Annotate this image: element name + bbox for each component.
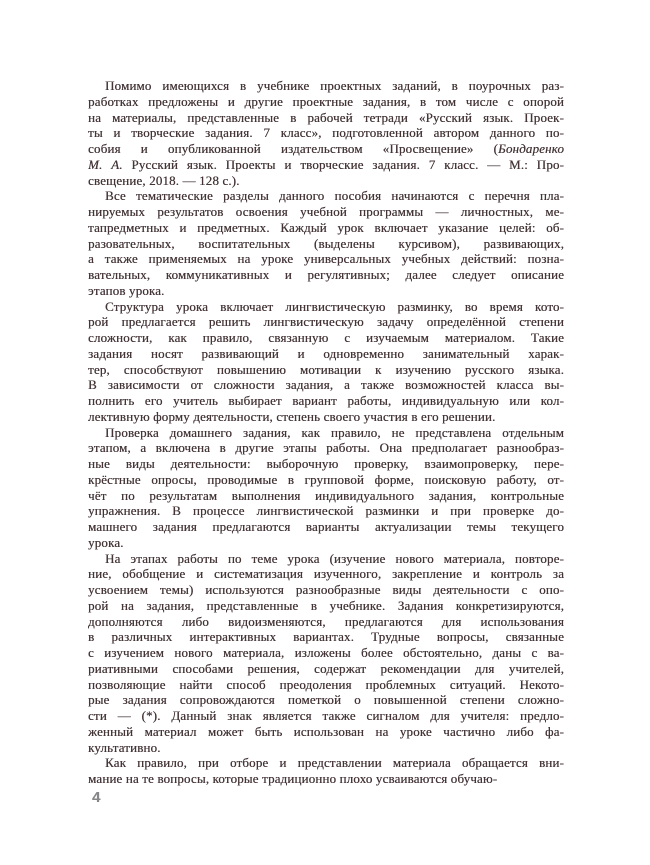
text-line: вательных, коммуникативных и регулятивных; далее следует описание: [88, 267, 564, 282]
page-number: 4: [92, 789, 101, 806]
text-line: мание на те вопросы, которые традиционно плохо усваиваются обучаю-: [88, 771, 498, 786]
paragraph: [88, 425, 564, 551]
text-line: культативно.: [88, 739, 161, 755]
paragraph: [88, 551, 564, 756]
text-line: собия и опубликованной издательством «Просвещение» (Бондаренко: [88, 141, 564, 156]
text-line: дополняются либо видоизменяются, предлагаются для использования: [88, 613, 564, 629]
text-line: ты и творческие задания. 7 класс», подготовленной автором данного по-: [88, 125, 564, 141]
text-line: разовательных, воспитательных (выделены курсивом), развивающих,: [88, 235, 564, 251]
text-line: Все тематические разделы данного пособия начинаются с перечня пла-: [105, 188, 564, 204]
text-line: рой на задания, представленные в учебнике. Задания конкретизируются,: [88, 597, 564, 613]
text-line: риативными способами решения, содержат рекомендации для учителей,: [88, 660, 564, 676]
text-line: В зависимости от сложности задания, а также возможностей класса вы-: [88, 377, 564, 393]
text-line: усвоением темы) используются разнообразные виды деятельности с опо-: [88, 582, 564, 597]
text-line: нируемых результатов освоения учебной программы — личностных, ме-: [88, 204, 564, 219]
page-text-block: [88, 78, 564, 787]
text-line: тапредметных и предметных. Каждый урок включает указание целей: об-: [88, 219, 564, 235]
text-line: ные виды деятельности: выборочную проверку, взаимопроверку, пере-: [88, 456, 564, 471]
paragraph: [88, 78, 564, 188]
text-line: Помимо имеющихся в учебнике проектных заданий, в поурочных раз-: [105, 78, 564, 93]
text-line: урока.: [88, 534, 124, 550]
text-line: а также применяемых на уроке универсальных учебных действий: позна-: [88, 251, 564, 267]
text-line: на материалы, представленные в рабочей тетради «Русский язык. Проек-: [88, 109, 564, 125]
text-line: тер, способствуют повышению мотивации к изучению русского языка.: [88, 361, 564, 377]
paragraph: [88, 299, 564, 425]
text-line: в различных интерактивных вариантах. Трудные вопросы, связанные: [88, 629, 564, 645]
text-line: Как правило, при отборе и представлении материала обращается вни-: [105, 755, 564, 771]
text-line: женный материал может быть использован на уроке частично либо фа-: [88, 723, 564, 739]
text-line: этапов урока.: [88, 282, 165, 298]
paragraph: [88, 755, 564, 787]
text-line: работках предложены и другие проектные задания, в том числе с опорой: [88, 93, 564, 109]
text-line: Проверка домашнего задания, как правило, не представлена отдельным: [105, 424, 564, 440]
text-line: чёт по результатам выполнения индивидуального задания, контрольные: [88, 487, 564, 503]
text-line: задания носят развивающий и одновременно занимательный харак-: [88, 345, 564, 361]
text-line: с изучением нового материала, изложены более обстоятельно, даны с ва-: [88, 645, 564, 660]
text-line: этапом, а включена в другие этапы работы. Она предполагает разнообраз-: [88, 440, 564, 456]
text-line: сложности, как правило, связанную с изучаемым материалом. Такие: [88, 330, 564, 345]
text-line: рой предлагается решить лингвистическую задачу определённой степени: [88, 314, 564, 330]
text-line: полнить его учитель выбирает вариант работы, индивидуальную или кол-: [88, 393, 564, 408]
text-line: крёстные опросы, проводимые в групповой форме, поисковую работу, от-: [88, 471, 564, 487]
text-line: лективную форму деятельности, степень своего участия в его решении.: [88, 408, 496, 424]
text-line: упражнения. В процессе лингвистической разминки и при проверке до-: [88, 503, 564, 519]
text-line: машнего задания предлагаются варианты актуализации темы текущего: [88, 519, 564, 534]
text-line: свещение, 2018. — 128 с.).: [88, 172, 240, 188]
text-line: позволяющие найти способ преодоления проблемных ситуаций. Некото-: [88, 676, 564, 692]
paragraph: [88, 188, 564, 298]
text-line: ние, обобщение и систематизация изученного, закрепление и контроль за: [88, 566, 564, 582]
text-line: рые задания сопровождаются пометкой о повышенной степени сложно-: [88, 692, 564, 708]
text-line: Структура урока включает лингвистическую разминку, во время кото-: [105, 298, 564, 314]
text-line: На этапах работы по теме урока (изучение нового материала, повторе-: [105, 550, 564, 566]
text-line: сти — (*). Данный знак является также сигналом для учителя: предло-: [88, 708, 564, 723]
text-line: М. А. Русский язык. Проекты и творческие задания. 7 класс. — М.: Про-: [88, 156, 564, 172]
